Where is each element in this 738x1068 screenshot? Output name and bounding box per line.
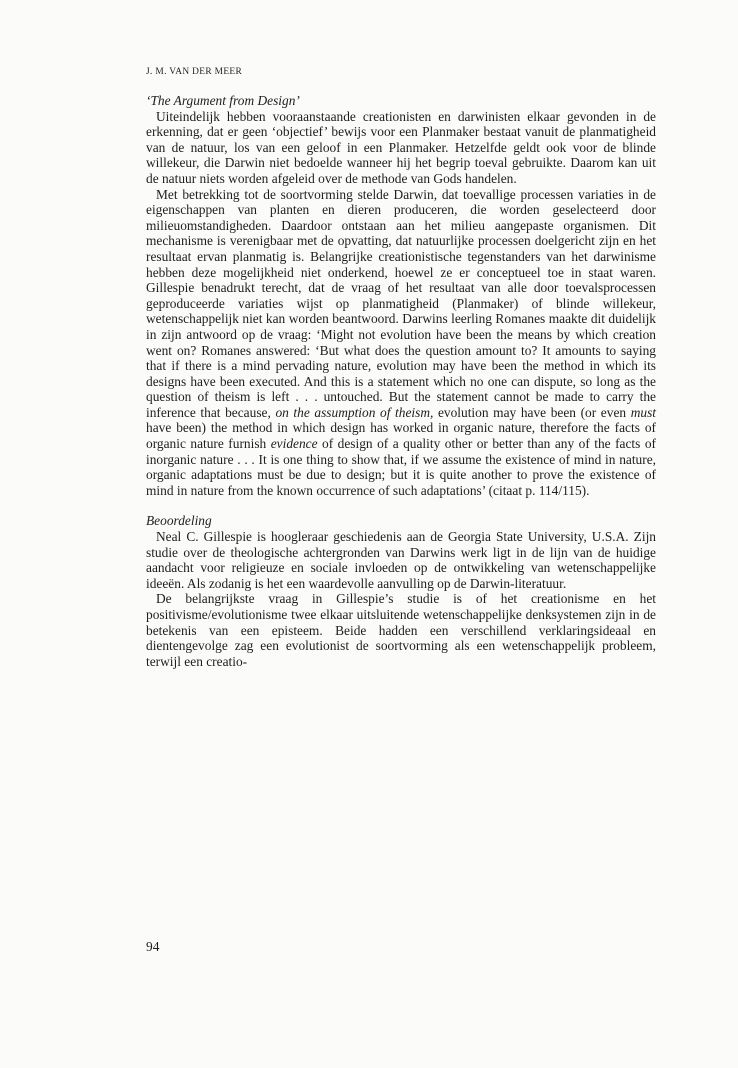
italic-text: must [630, 404, 657, 420]
text-run: of design of a quality other or better than any of the facts of inorganic nature . . . It is one thing to show that, if we assume the existence of mind in nature, organic adaptations must be due to design; but it is quite another to prove the existence of mind in nature from the known occurrence of such adaptations’ (citaat p. 114/115). [146, 436, 656, 498]
section-title-beoordeling: Beoordeling [146, 513, 212, 529]
section-gap [146, 498, 656, 513]
page-number: 94 [146, 939, 160, 954]
paragraph: Neal C. Gillespie is hoogleraar geschiedenis aan de Georgia State University, U.S.A. Zijn studie over de theologische achtergronden van Darwins werk ligt in de lijn van de huidige aandacht voor religieuze en sociale invloeden op de ontwikkeling van wetenschappelijke ideeën. Als zodanig is het een waardevolle aanvulling op de Darwin-literatuur. [146, 529, 656, 591]
italic-text: evidence [270, 436, 318, 452]
running-head: J. M. VAN DER MEER [146, 67, 243, 77]
section-title-argument-from-design: ‘The Argument from Design’ [146, 93, 300, 108]
paragraph: Uiteindelijk hebben vooraanstaande creationisten en darwinisten elkaar gevonden in de erkenning, dat er geen ‘objectief’ bewijs voor een Planmaker bestaat vanuit de planmatigheid van de natuur, los van een geloof in een Planmaker. Hetzelfde geldt ook voor de blinde willekeur, die Darwin niet bedoelde wanneer hij het begrip toeval gebruikte. Daarom kan uit de natuur niets worden afgeleid over de methode van Gods handelen. [146, 108, 656, 186]
text-run: have been) the method in which design has worked in organic nature, therefore the facts of organic nature furnish [146, 420, 656, 452]
paragraph: De belangrijkste vraag in Gillespie’s studie is of het creationisme en het positivisme/evolutionisme twee elkaar uitsluitende wetenschappelijke denksystemen zijn in de betekenis van een episteem. Beide hadden een verschillend verklaringsideaal en dientengevolge zag een evolutionist de soortvorming als een wetenschappelijk probleem, terwijl een creatio- [146, 591, 656, 669]
page-body [146, 66, 656, 669]
text-run: evolution may have been (or even [433, 404, 631, 420]
italic-text: on the assumption of theism, [275, 404, 434, 420]
text-run: Met betrekking tot de soortvorming stelde Darwin, dat toevallige processen variaties in de eigenschappen van planten en dieren produceren, die worden geselecteerd door milieuomstandigheden. Daardoor ontstaan aan het milieu aangepaste organismen. Dit mechanisme is verenigbaar met de opvatting, dat natuurlijke processen doelgericht zijn en het resultaat ervan planmatig is. Belangrijke creationistische tegenstanders van het darwinisme hebben deze mogelijkheid niet onderkend, hoewel ze er conceptueel toe in staat waren. Gillespie benadrukt terecht, dat de vraag of het resultaat van alle door toevalsprocessen geproduceerde variaties wijst op planmatigheid (Planmaker) of blinde willekeur, wetenschappelijk niet kan worden beantwoord. Darwins leerling Romanes maakte dit duidelijk in zijn antwoord op de vraag: ‘Might not evolution have been the means by which creation went on? Romanes answered: ‘But what does the question amount to? It amounts to saying that if there is a mind pervading nature, evolution may have been the method in which its designs have been executed. And this is a statement which no one can dispute, so long as the question of theism is left . . . untouched. But the statement cannot be made to carry the inference that because, [146, 186, 656, 420]
paragraph-romanes-quote [146, 187, 656, 499]
